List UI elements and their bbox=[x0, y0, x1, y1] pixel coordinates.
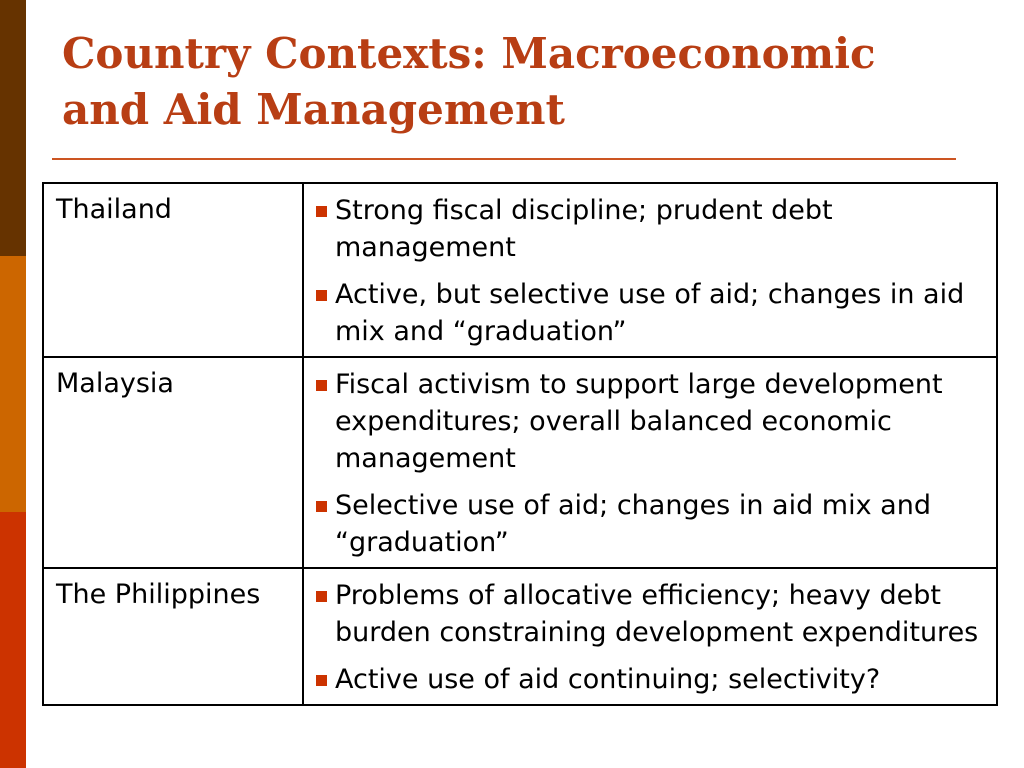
square-bullet-icon bbox=[316, 591, 327, 602]
bullet-list bbox=[314, 192, 982, 350]
title-divider bbox=[52, 158, 956, 160]
list-item-text: Problems of allocative efficiency; heavy debt burden constraining development expenditures bbox=[335, 580, 979, 648]
points-cell bbox=[303, 183, 997, 357]
square-bullet-icon bbox=[316, 206, 327, 217]
country-context-table bbox=[42, 182, 998, 706]
country-cell: Malaysia bbox=[43, 357, 303, 568]
slide-title bbox=[62, 26, 962, 138]
table-row bbox=[43, 357, 997, 568]
square-bullet-icon bbox=[316, 380, 327, 391]
points-cell bbox=[303, 357, 997, 568]
table-row bbox=[43, 568, 997, 705]
country-cell: Thailand bbox=[43, 183, 303, 357]
points-cell bbox=[303, 568, 997, 705]
list-item bbox=[314, 192, 982, 266]
bullet-list bbox=[314, 366, 982, 561]
sidebar-band-middle bbox=[0, 256, 26, 512]
list-item-text: Strong fiscal discipline; prudent debt management bbox=[335, 195, 833, 263]
slide-title-line-2: and Aid Management bbox=[62, 85, 565, 134]
country-cell: The Philippines bbox=[43, 568, 303, 705]
list-item-text: Active use of aid continuing; selectivity? bbox=[335, 664, 881, 695]
list-item-text: Selective use of aid; changes in aid mix and “graduation” bbox=[335, 490, 931, 558]
square-bullet-icon bbox=[316, 501, 327, 512]
table-row bbox=[43, 183, 997, 357]
list-item-text: Active, but selective use of aid; changes in aid mix and “graduation” bbox=[335, 279, 965, 347]
bullet-list bbox=[314, 577, 982, 698]
slide-title-line-1: Country Contexts: Macroeconomic bbox=[62, 29, 876, 78]
list-item bbox=[314, 487, 982, 561]
list-item bbox=[314, 577, 982, 651]
sidebar-band-bottom bbox=[0, 512, 26, 768]
list-item bbox=[314, 366, 982, 477]
square-bullet-icon bbox=[316, 290, 327, 301]
list-item bbox=[314, 661, 982, 698]
square-bullet-icon bbox=[316, 675, 327, 686]
list-item-text: Fiscal activism to support large development expenditures; overall balanced economic management bbox=[335, 369, 943, 474]
sidebar-band-top bbox=[0, 0, 26, 256]
list-item bbox=[314, 276, 982, 350]
